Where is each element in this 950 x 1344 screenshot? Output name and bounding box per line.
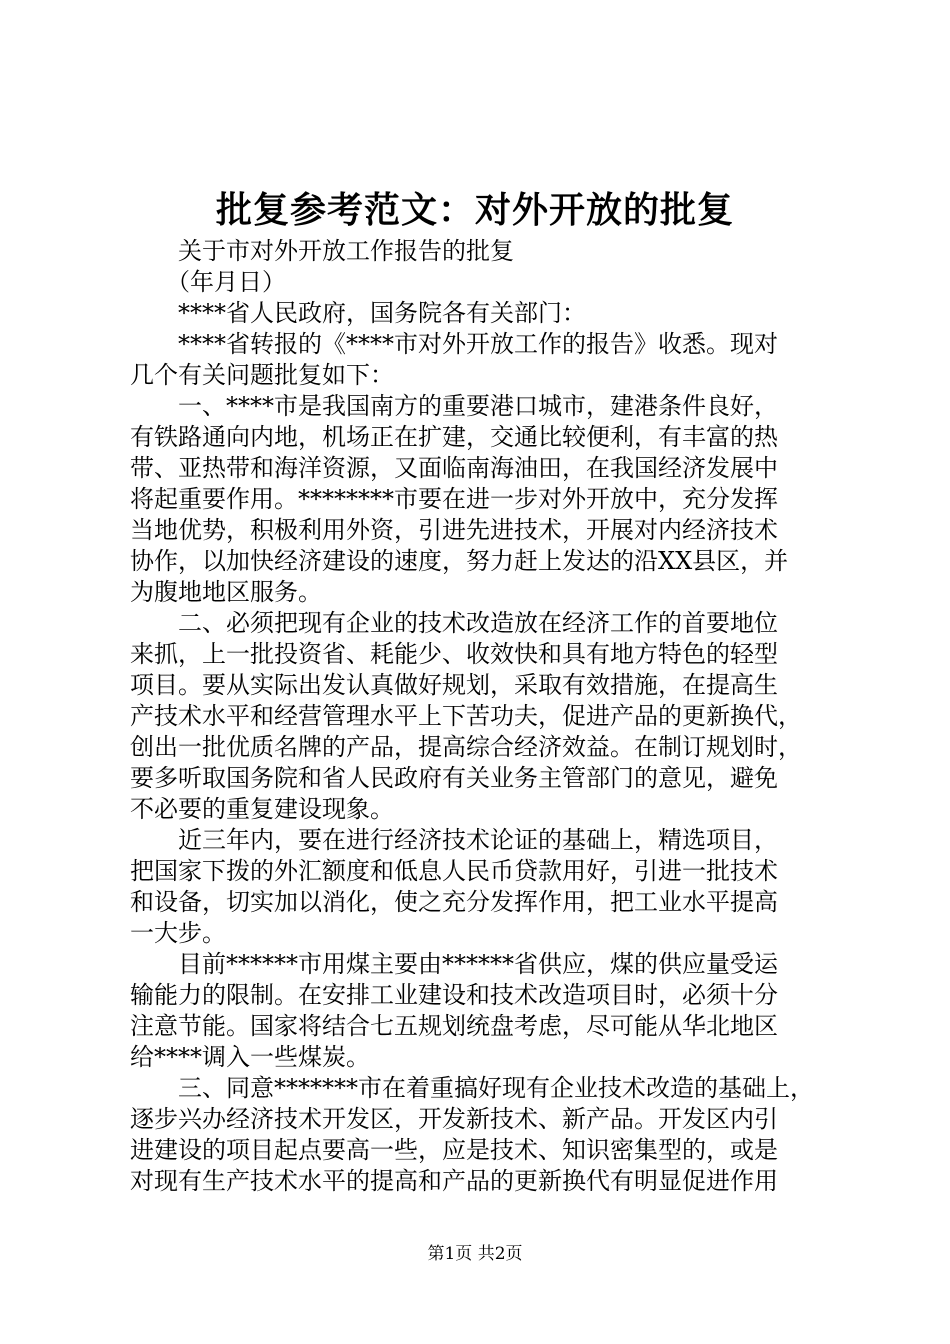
text-line: 进建设的项目起点要高一些，应是技术、知识密集型的，或是 [130,1136,778,1164]
text-line: 为腹地地区服务。 [130,578,322,606]
text-line: 一大步。 [130,919,226,947]
text-line: 把国家下拨的外汇额度和低息人民币贷款用好，引进一批技术 [130,857,778,885]
text-line: 来抓，上一批投资省、耗能少、收效快和具有地方特色的轻型 [130,640,778,668]
text-line: 关于市对外开放工作报告的批复 [130,237,514,265]
text-line: 三、同意*******市在着重搞好现有企业技术改造的基础上， [130,1074,814,1102]
document-title: 批复参考范文：对外开放的批复 [215,189,734,231]
text-line: 近三年内，要在进行经济技术论证的基础上，精选项目， [130,826,778,854]
text-line: 不必要的重复建设现象。 [130,795,394,823]
text-line: 目前******市用煤主要由******省供应，煤的供应量受运 [130,950,778,978]
text-line: 产技术水平和经营管理水平上下苦功夫，促进产品的更新换代， [130,702,802,730]
text-line: ****省人民政府，国务院各有关部门： [130,299,586,327]
text-line: 逐步兴办经济技术开发区，开发新技术、新产品。开发区内引 [130,1105,778,1133]
text-line: 要多听取国务院和省人民政府有关业务主管部门的意见，避免 [130,764,778,792]
text-line: 对现有生产技术水平的提高和产品的更新换代有明显促进作用 [130,1167,778,1195]
page-number-footer: 第1页 共2页 [427,1244,523,1264]
text-line: 当地优势，积极利用外资，引进先进技术，开展对内经济技术 [130,516,778,544]
text-line: 一、****市是我国南方的重要港口城市，建港条件良好， [130,392,778,420]
text-line: ****省转报的《****市对外开放工作的报告》收悉。现对 [130,330,778,358]
text-line: 项目。要从实际出发认真做好规划，采取有效措施，在提高生 [130,671,778,699]
text-line: 二、必须把现有企业的技术改造放在经济工作的首要地位 [130,609,778,637]
text-line: 几个有关问题批复如下： [130,361,394,389]
text-line: （年月日） [130,268,286,296]
text-line: 带、亚热带和海洋资源，又面临南海油田，在我国经济发展中 [130,454,778,482]
text-line: 给****调入一些煤炭。 [130,1043,370,1071]
text-line: 有铁路通向内地，机场正在扩建，交通比较便利，有丰富的热 [130,423,778,451]
text-line: 输能力的限制。在安排工业建设和技术改造项目时，必须十分 [130,981,778,1009]
text-line: 注意节能。国家将结合七五规划统盘考虑，尽可能从华北地区 [130,1012,778,1040]
text-line: 创出一批优质名牌的产品，提高综合经济效益。在制订规划时， [130,733,802,761]
text-line: 协作，以加快经济建设的速度，努力赶上发达的沿XX县区，并 [130,547,789,575]
text-line: 将起重要作用。********市要在进一步对外开放中，充分发挥 [130,485,778,513]
text-line: 和设备，切实加以消化，使之充分发挥作用，把工业水平提高 [130,888,778,916]
